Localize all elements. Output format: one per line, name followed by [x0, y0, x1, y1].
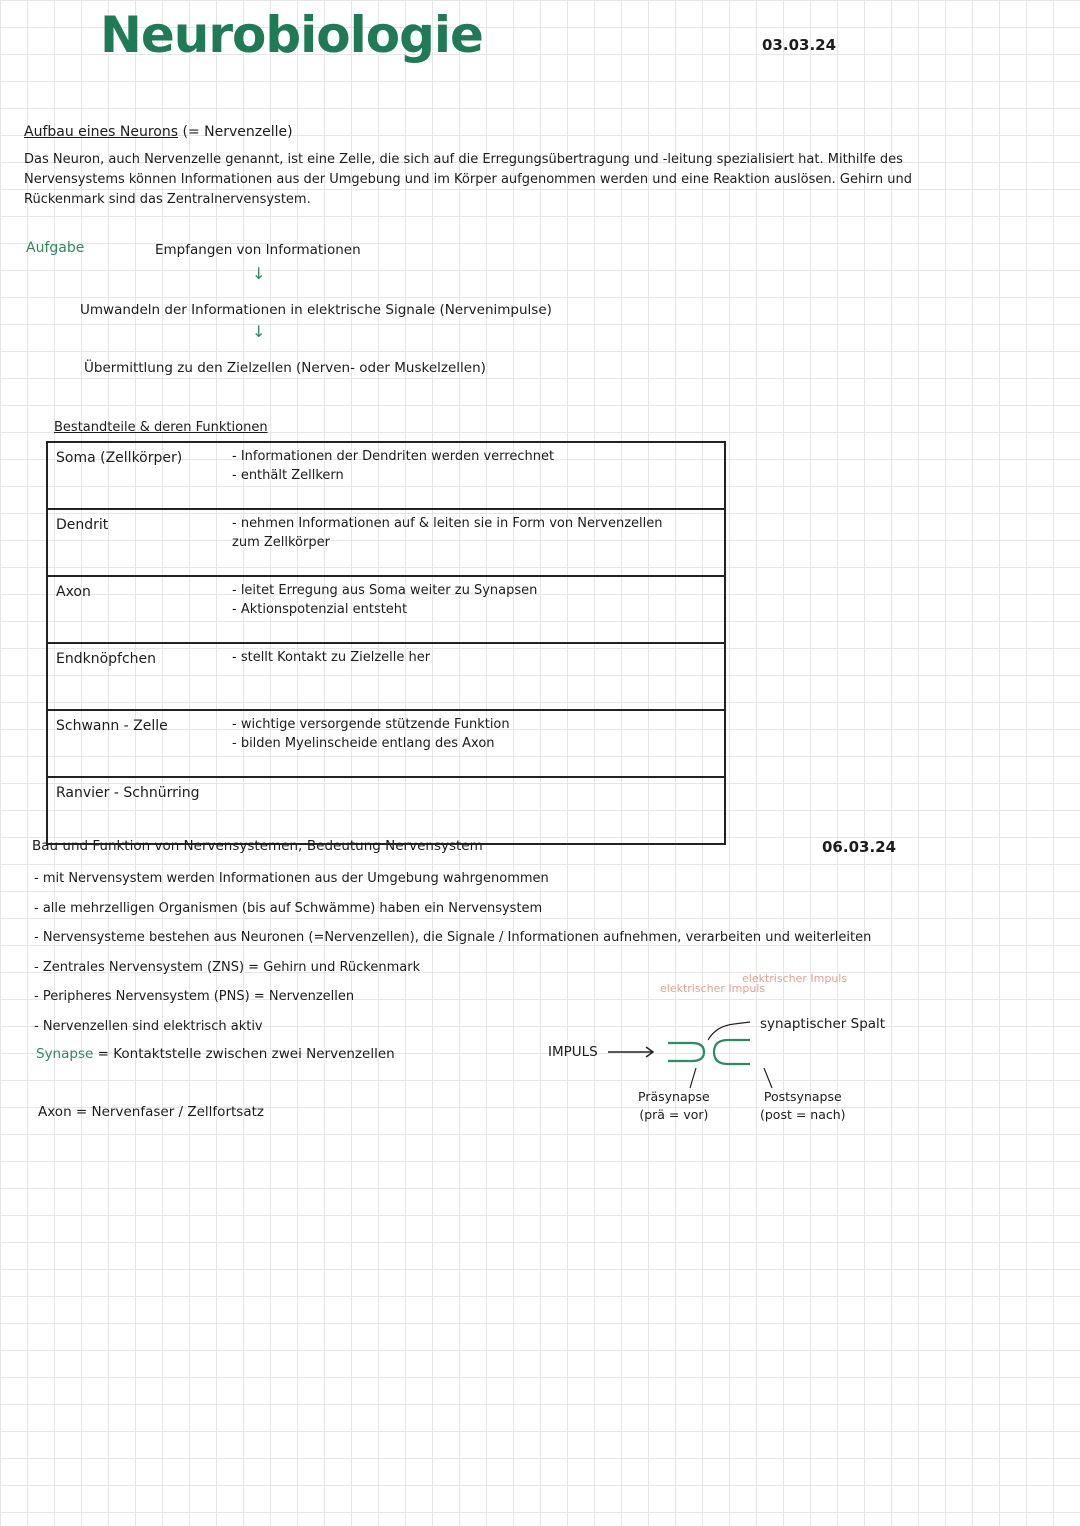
bullet-item: - Peripheres Nervensystem (PNS) = Nervenzellen — [34, 989, 355, 1004]
function-line: - wichtige versorgende stützende Funktion — [232, 717, 510, 732]
task-3: Übermittlung zu den Zielzellen (Nerven- oder Muskelzellen) — [84, 360, 486, 376]
date-1: 03.03.24 — [762, 36, 837, 54]
component-name: Axon — [47, 576, 224, 643]
presynapse-note: (prä = vor) — [639, 1107, 709, 1122]
electric-impulse-label-2: elektrischer Impuls — [742, 972, 848, 985]
electric-impulse-label-1: elektrischer Impuls — [660, 982, 766, 995]
task-1: Empfangen von Informationen — [155, 242, 361, 258]
postsynapse-shape — [714, 1040, 750, 1064]
table-row — [47, 643, 725, 710]
bullet-item: - alle mehrzelligen Organismen (bis auf Schwämme) haben ein Nervensystem — [34, 900, 543, 916]
synapse-def: = Kontaktstelle zwischen zwei Nervenzellen — [97, 1046, 395, 1062]
component-name: Endknöpfchen — [47, 643, 224, 710]
function-line: - leitet Erregung aus Soma weiter zu Synapsen — [232, 583, 538, 598]
synapse-diagram — [600, 1010, 780, 1090]
section1-heading — [24, 124, 293, 140]
down-arrow-icon: ↓ — [252, 264, 266, 283]
component-functions — [224, 643, 725, 710]
function-line: - enthält Zellkern — [232, 468, 344, 483]
component-functions — [224, 777, 725, 844]
section1-heading-main: Aufbau eines Neurons — [24, 124, 179, 140]
component-name: Soma (Zellkörper) — [47, 442, 224, 509]
section1-paragraph — [24, 150, 912, 210]
down-arrow-icon: ↓ — [252, 322, 266, 341]
function-line: - stellt Kontakt zu Zielzelle her — [232, 650, 431, 665]
table-row — [47, 710, 725, 777]
function-line: zum Zellkörper — [232, 535, 330, 550]
bullet-item: - Nervenzellen sind elektrisch aktiv — [34, 1018, 263, 1034]
component-functions — [224, 509, 725, 576]
impulse-label: IMPULS — [548, 1044, 598, 1060]
synapse-term: Synapse — [36, 1046, 94, 1062]
component-name: Dendrit — [47, 509, 224, 576]
component-name: Ranvier - Schnürring — [47, 777, 224, 844]
component-functions — [224, 576, 725, 643]
function-line: - Aktionspotenzial entsteht — [232, 602, 408, 617]
axon-definition: Axon = Nervenfaser / Zellfortsatz — [38, 1104, 264, 1120]
section2-heading: Bau und Funktion von Nervensystemen; Bedeutung Nervensystem — [32, 838, 483, 854]
presynapse-title: Präsynapse — [638, 1089, 710, 1104]
bullet-item: - Nervensysteme bestehen aus Neuronen (=Nervenzellen), die Signale / Informationen aufnehmen, verarbeiten und weiterleiten — [34, 930, 872, 945]
component-functions — [224, 442, 725, 509]
synaptic-gap-label: synaptischer Spalt — [760, 1016, 886, 1032]
function-line: - bilden Myelinscheide entlang des Axon — [232, 736, 495, 751]
bullet-item: - mit Nervensystem werden Informationen aus der Umgebung wahrgenommen — [34, 871, 549, 886]
gap-pointer-icon — [708, 1022, 750, 1040]
function-line: - Informationen der Dendriten werden verrechnet — [232, 449, 555, 464]
post-pointer-icon — [764, 1068, 772, 1088]
page-title: Neurobiologie — [100, 6, 483, 64]
table-row — [47, 509, 725, 576]
paragraph-line: Das Neuron, auch Nervenzelle genannt, ist eine Zelle, die sich auf die Erregungsübertragung und -leitung spezialisiert hat. Mithilfe des — [24, 152, 903, 167]
component-name: Schwann - Zelle — [47, 710, 224, 777]
table-row — [47, 576, 725, 643]
pre-pointer-icon — [690, 1068, 696, 1088]
task-label: Aufgabe — [26, 240, 85, 256]
postsynapse-note: (post = nach) — [760, 1107, 846, 1122]
date-2: 06.03.24 — [822, 838, 897, 856]
presynapse-shape — [668, 1043, 704, 1061]
paragraph-line: Rückenmark sind das Zentralnervensystem. — [24, 192, 311, 207]
table-row — [47, 442, 725, 509]
presynapse-label — [638, 1088, 710, 1124]
section1-heading-suffix: (= Nervenzelle) — [182, 124, 293, 140]
postsynapse-label — [760, 1088, 846, 1124]
table-heading: Bestandteile & deren Funktionen — [54, 420, 268, 435]
table-row — [47, 777, 725, 844]
synapse-definition — [36, 1044, 395, 1064]
postsynapse-title: Postsynapse — [763, 1089, 842, 1104]
bullet-item: - Zentrales Nervensystem (ZNS) = Gehirn und Rückenmark — [34, 959, 421, 975]
function-line: - nehmen Informationen auf & leiten sie in Form von Nervenzellen — [232, 516, 663, 531]
task-2: Umwandeln der Informationen in elektrische Signale (Nervenimpulse) — [80, 302, 552, 318]
paragraph-line: Nervensystems können Informationen aus der Umgebung und im Körper aufgenommen werden und eine Reaktion auslösen. Gehirn und — [24, 172, 913, 187]
component-functions — [224, 710, 725, 777]
components-table — [46, 441, 726, 845]
